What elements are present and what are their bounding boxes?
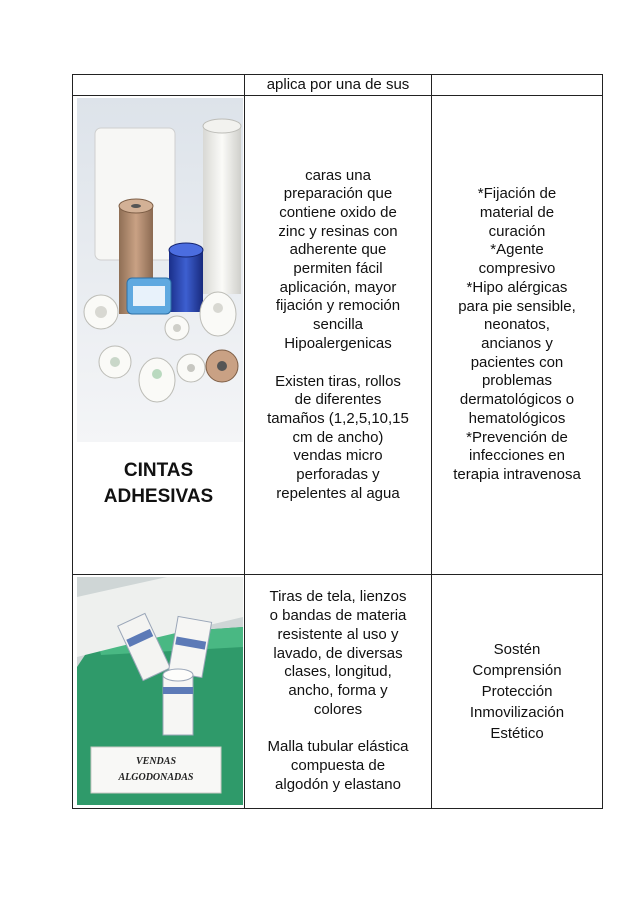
description-line: o bandas de materia [269, 607, 407, 625]
uses-line: para pie sensible, [458, 297, 576, 315]
products-table [72, 74, 603, 809]
product-image-cell [73, 575, 245, 809]
description-line: zinc y resinas con [278, 222, 398, 240]
description-line: permiten fácil [293, 260, 383, 278]
description-line: tamaños (1,2,5,10,15 [267, 409, 409, 427]
description-cell [245, 575, 432, 809]
uses-line: dermatológicos o [459, 391, 575, 409]
description-cell [245, 96, 432, 575]
table-row [73, 96, 603, 575]
description-line: perforadas y [296, 466, 380, 484]
description-line: clases, longitud, [284, 663, 392, 681]
description-line: Hipoalergenicas [284, 334, 392, 352]
product-image-cell [73, 96, 245, 575]
uses-line: Sostén [493, 641, 541, 658]
uses-line: *Hipo alérgicas [466, 278, 568, 296]
uses-line: problemas [481, 372, 553, 390]
description-cell [245, 75, 432, 96]
empty-cell [73, 75, 245, 96]
description-line: contiene oxido de [279, 203, 397, 221]
description-line: de diferentes [294, 391, 382, 409]
uses-line: terapia intravenosa [453, 465, 581, 483]
description-text [245, 588, 431, 794]
uses-line: compresivo [478, 260, 556, 278]
description-line: ancho, forma y [288, 682, 388, 699]
uses-line: ancianos y [481, 335, 553, 352]
cotton-bandages-image [77, 577, 243, 805]
uses-line: infecciones en [469, 447, 565, 465]
uses-line: neonatos, [484, 316, 550, 334]
description-line: compuesta de [290, 757, 386, 775]
uses-line: Estético [490, 725, 544, 742]
description-line: aplicación, mayor [279, 278, 397, 296]
product-name: CINTAS ADHESIVAS [103, 460, 214, 507]
description-line: vendas micro [293, 447, 383, 465]
uses-line: *Prevención de [466, 428, 568, 446]
image-caption-line: ALGODONADAS [118, 772, 194, 783]
description-line: sencilla [312, 316, 364, 334]
image-caption-line: VENDAS [135, 756, 177, 767]
uses-line: hematológicos [468, 409, 566, 427]
uses-text [432, 639, 602, 744]
uses-line: Comprensión [472, 662, 562, 679]
description-line: colores [313, 700, 363, 718]
uses-line: *Agente [490, 241, 544, 259]
empty-cell [432, 75, 603, 96]
description-line: cm de ancho) [292, 428, 384, 446]
description-line: lavado, de diversas [273, 644, 403, 662]
description-line: resistente al uso y [277, 625, 399, 643]
uses-line: pacientes con [470, 353, 564, 371]
description-line: caras una [305, 166, 371, 184]
description-line: fijación y remoción [275, 297, 401, 315]
uses-line: *Fijación de [477, 185, 557, 203]
uses-cell [432, 96, 603, 575]
adhesive-tapes-image [77, 98, 243, 442]
description-line: Existen tiras, rollos [275, 372, 401, 390]
uses-line: material de [479, 204, 555, 222]
uses-line: curación [488, 222, 546, 240]
uses-text [432, 185, 602, 484]
table-row [73, 75, 603, 96]
uses-line: Inmovilización [469, 704, 565, 721]
description-line: repelentes al agua [276, 484, 400, 502]
description-continued-text: aplica por una de sus [266, 76, 410, 93]
uses-line: Protección [481, 683, 553, 700]
description-line: algodón y elastano [275, 775, 401, 793]
uses-cell [432, 575, 603, 809]
description-line: preparación que [283, 185, 393, 203]
description-line: Malla tubular elástica [267, 738, 409, 756]
description-text [245, 167, 431, 504]
description-line: adherente que [289, 241, 387, 259]
description-line: Tiras de tela, lienzos [269, 588, 407, 606]
table-row [73, 575, 603, 809]
